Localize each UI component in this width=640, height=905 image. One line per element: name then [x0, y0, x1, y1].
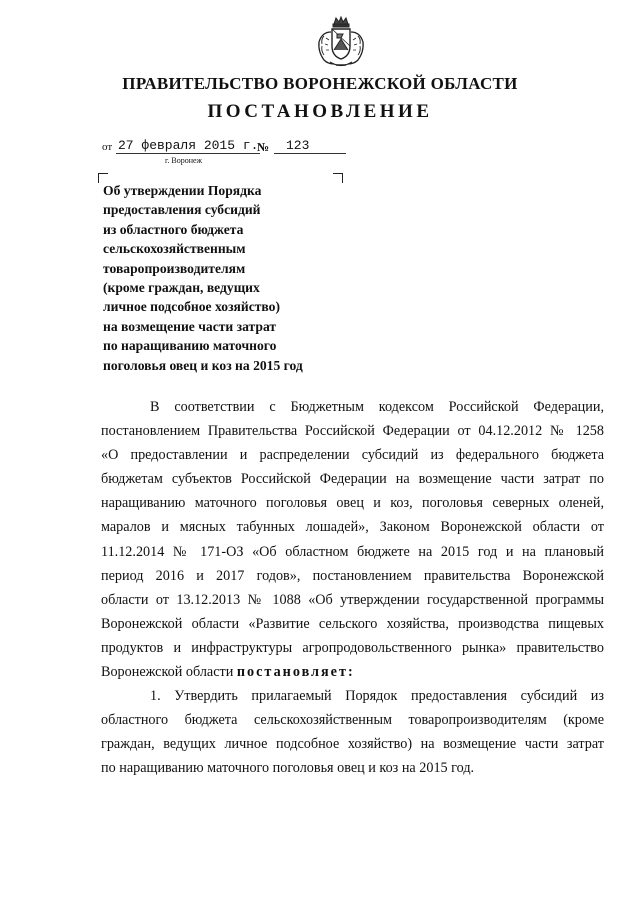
- subject-line: из областного бюджета: [103, 221, 244, 237]
- body-line: бюджетам субъектов Российской Федерации на возмещение части затрат по: [101, 471, 604, 488]
- body-line: период 2016 и 2017 годов», постановлением правительства Воронежской: [101, 567, 604, 584]
- subject-line: предоставления субсидий: [103, 202, 261, 218]
- body-line-text: Воронежской области: [101, 664, 237, 681]
- body-line: продуктов и инфраструктуры агропродовольственного рынка» правительство: [101, 639, 604, 656]
- subject-line: (кроме граждан, ведущих: [103, 280, 260, 296]
- subject-line: личное подсобное хозяйство): [103, 299, 280, 315]
- body-line: наращиванию маточного поголовья овец и коз, поголовья северных оленей,: [101, 495, 604, 512]
- government-name: ПРАВИТЕЛЬСТВО ВОРОНЕЖСКОЙ ОБЛАСТИ: [122, 74, 518, 93]
- date-prefix: от: [102, 141, 113, 153]
- decree-word: постановляет:: [236, 664, 355, 681]
- coat-of-arms-icon: [312, 14, 370, 72]
- date-underline: [116, 153, 260, 154]
- subject-line: поголовья овец и коз на 2015 год: [103, 357, 303, 373]
- body-line: по наращиванию маточного поголовья овец и коз на 2015 год.: [101, 760, 475, 777]
- body-line: областного бюджета сельскохозяйственным товаропроизводителям (кроме: [101, 712, 604, 729]
- body-line: области от 13.12.2013 № 1088 «Об утверждении государственной программы: [101, 591, 604, 608]
- document-type-title: ПОСТАНОВЛЕНИЕ: [207, 101, 433, 122]
- city-label: г. Воронеж: [165, 156, 203, 165]
- subject-line: Об утверждении Порядка: [103, 183, 262, 198]
- body-line: [101, 660, 604, 684]
- document-number: 123: [286, 138, 310, 153]
- subject-line: товаропроизводителям: [103, 260, 246, 276]
- subject-line: сельскохозяйственным: [103, 241, 246, 257]
- document-date: 27 февраля 2015 г.: [118, 138, 259, 153]
- body-line: В соответствии с Бюджетным кодексом Российской Федерации,: [150, 399, 604, 415]
- number-underline: [274, 153, 346, 154]
- document-subject: [103, 181, 343, 375]
- document-body: [101, 395, 604, 781]
- body-line: 11.12.2014 № 171-ОЗ «Об областном бюджете на 2015 год и на плановый: [101, 543, 604, 560]
- number-label: №: [257, 140, 270, 154]
- body-line: Воронежской области «Развитие сельского хозяйства, производства пищевых: [101, 615, 604, 632]
- body-line: «О предоставлении и распределении субсидий из федерального бюджета: [101, 447, 604, 464]
- subject-line: по наращиванию маточного: [103, 338, 277, 354]
- body-line: постановлением Правительства Российской Федерации от 04.12.2012 № 1258: [101, 423, 604, 440]
- body-line: граждан, ведущих личное подсобное хозяйство) на возмещение части затрат: [101, 736, 604, 753]
- subject-line: на возмещение части затрат: [103, 318, 277, 334]
- body-line: 1. Утвердить прилагаемый Порядок предоставления субсидий из: [150, 688, 604, 705]
- body-line: маралов и мясных табунных лошадей», Законом Воронежской области от: [101, 519, 604, 536]
